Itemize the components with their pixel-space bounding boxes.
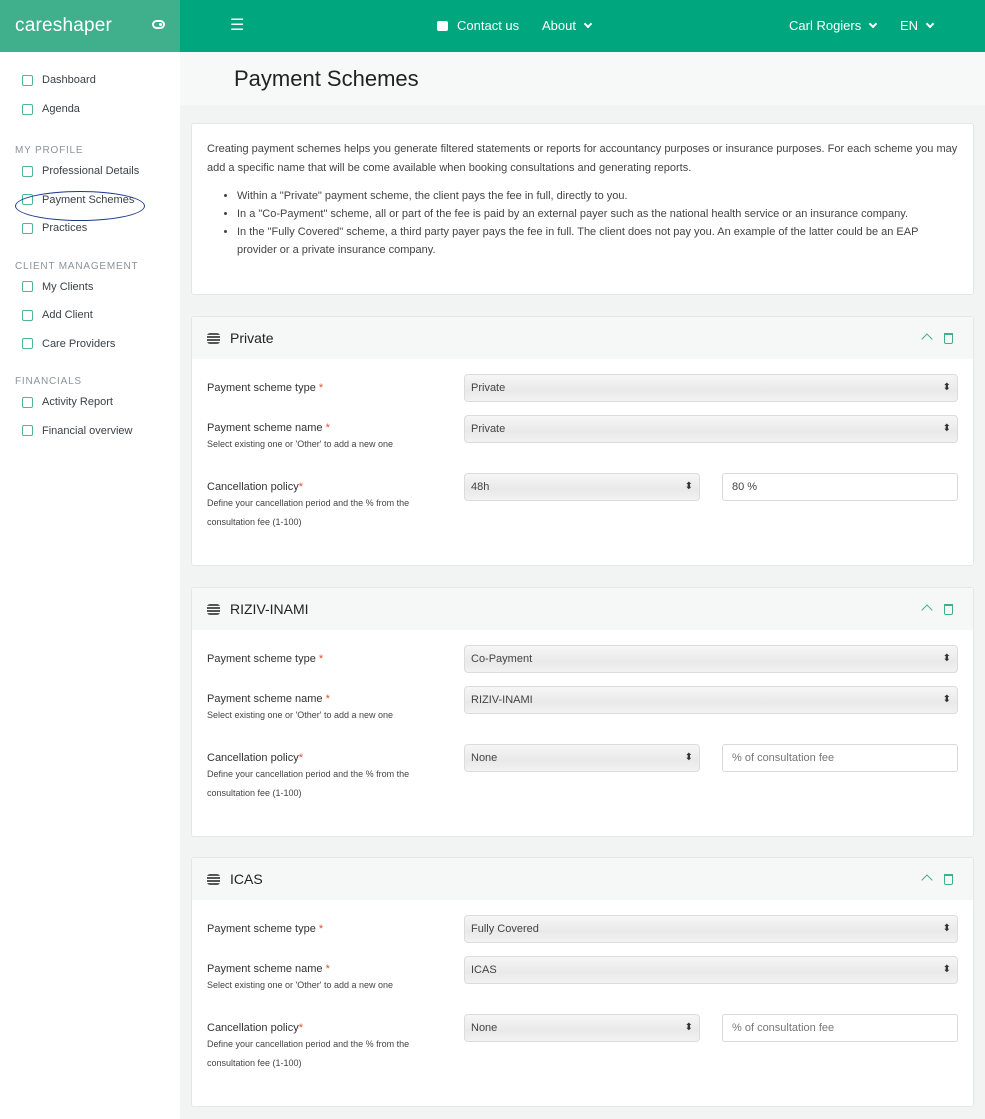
name-label: Payment scheme name * Select existing one or 'Other' to add a new one (207, 422, 394, 449)
scheme-card (191, 587, 974, 837)
collapse-chevron-up-icon[interactable] (921, 874, 932, 885)
page-title: Payment Schemes (234, 66, 419, 91)
name-label: Payment scheme name * Select existing one or 'Other' to add a new one (207, 693, 394, 720)
contact-us-link[interactable]: Contact us (437, 18, 519, 33)
name-label: Payment scheme name * Select existing one or 'Other' to add a new one (207, 963, 394, 990)
cancellation-period-select[interactable]: None ⬍ (464, 744, 700, 772)
mail-icon (437, 21, 448, 31)
cancellation-label: Cancellation policy* Define your cancellation period and the % from the consultation fee (1-100) (207, 1022, 410, 1068)
dashboard-icon (22, 75, 33, 86)
highlight-ellipse (15, 191, 145, 221)
sidebar-section-title: FINANCIALS (15, 376, 82, 387)
scheme-card (191, 316, 974, 566)
chevron-down-icon (584, 20, 592, 28)
sidebar-item-care-providers[interactable]: Care Providers (22, 338, 115, 350)
care-providers-icon (22, 338, 33, 349)
scheme-title: Private (230, 330, 274, 346)
cancellation-period-select[interactable]: 48h ⬍ (464, 473, 700, 501)
sidebar-item-payment-schemes[interactable]: Payment Schemes (22, 194, 134, 206)
sidebar-item-agenda[interactable]: Agenda (22, 103, 80, 115)
language-menu[interactable]: EN (900, 18, 933, 33)
cancellation-fee-input[interactable]: % of consultation fee (722, 744, 958, 772)
cancellation-label: Cancellation policy* Define your cancellation period and the % from the consultation fee (1-100) (207, 752, 410, 798)
cancellation-period-select[interactable]: None ⬍ (464, 1014, 700, 1042)
type-label: Payment scheme type * (207, 653, 324, 665)
my-clients-icon (22, 281, 33, 292)
scheme-card-header (192, 317, 973, 359)
sidebar-item-add-client[interactable]: Add Client (22, 309, 93, 321)
practices-icon (22, 223, 33, 234)
add-client-icon (22, 310, 33, 321)
sidebar-section-title: MY PROFILE (15, 145, 84, 156)
type-label: Payment scheme type * (207, 382, 324, 394)
scheme-title: ICAS (230, 871, 263, 887)
sidebar-item-activity-report[interactable]: Activity Report (22, 396, 113, 408)
scheme-type-select[interactable]: Co-Payment ⬍ (464, 645, 958, 673)
sidebar-section-title: CLIENT MANAGEMENT (15, 260, 139, 272)
scheme-type-select[interactable]: Private ⬍ (464, 374, 958, 402)
scheme-type-select[interactable]: Fully Covered ⬍ (464, 915, 958, 943)
financial-overview-icon (22, 425, 33, 436)
scheme-card (191, 857, 974, 1107)
sidebar-item-practices[interactable]: Practices (22, 222, 87, 234)
intro-bullet: • In the "Fully Covered" scheme, a third party payer pays the fee in full. The client does not pay you. An example of the latter could be an EAP provider or a private insurance company. (237, 223, 958, 259)
professional-details-icon (22, 166, 33, 177)
delete-trash-icon[interactable] (944, 333, 953, 344)
top-navbar (180, 0, 985, 52)
activity-report-icon (22, 397, 33, 408)
chevron-down-icon (869, 20, 877, 28)
logo[interactable]: careshaper (0, 0, 180, 52)
sidebar-item-dashboard[interactable]: Dashboard (22, 74, 96, 86)
delete-trash-icon[interactable] (944, 874, 953, 885)
collapse-chevron-up-icon[interactable] (921, 333, 932, 344)
hamburger-menu-icon[interactable]: ☰ (230, 17, 245, 34)
intro-bullet: • In a "Co-Payment" scheme, all or part of the fee is paid by an external payer such as the national health service or an insurance company. (237, 205, 958, 223)
cancellation-label: Cancellation policy* Define your cancellation period and the % from the consultation fee (1-100) (207, 481, 410, 527)
agenda-icon (22, 104, 33, 115)
intro-card (191, 123, 974, 295)
cancellation-fee-input[interactable]: 80 % (722, 473, 958, 501)
coins-icon (207, 604, 220, 615)
sidebar-item-professional-details[interactable]: Professional Details (22, 165, 139, 177)
type-label: Payment scheme type * (207, 923, 324, 935)
scheme-card-header (192, 588, 973, 630)
about-menu[interactable]: About (542, 18, 591, 33)
chevron-down-icon (926, 20, 934, 28)
sidebar-item-financial-overview[interactable]: Financial overview (22, 425, 132, 437)
toggle-sidebar-icon[interactable] (152, 20, 165, 29)
intro-bullet: • Within a "Private" payment scheme, the client pays the fee in full, directly to you. (237, 187, 958, 205)
sidebar-item-my-clients[interactable]: My Clients (22, 281, 93, 293)
scheme-name-select[interactable]: RIZIV-INAMI ⬍ (464, 686, 958, 714)
collapse-chevron-up-icon[interactable] (921, 604, 932, 615)
cancellation-fee-input[interactable]: % of consultation fee (722, 1014, 958, 1042)
scheme-card-header (192, 858, 973, 900)
coins-icon (207, 874, 220, 885)
coins-icon (207, 333, 220, 344)
intro-text: Creating payment schemes helps you generate filtered statements or reports for accountancy purposes or insurance purposes. For each scheme you may add a specific name that will be come available when booking consultations and generating reports. (207, 143, 958, 174)
scheme-title: RIZIV-INAMI (230, 601, 309, 617)
user-menu[interactable]: Carl Rogiers (789, 18, 876, 33)
delete-trash-icon[interactable] (944, 604, 953, 615)
scheme-name-select[interactable]: ICAS ⬍ (464, 956, 958, 984)
scheme-name-select[interactable]: Private ⬍ (464, 415, 958, 443)
